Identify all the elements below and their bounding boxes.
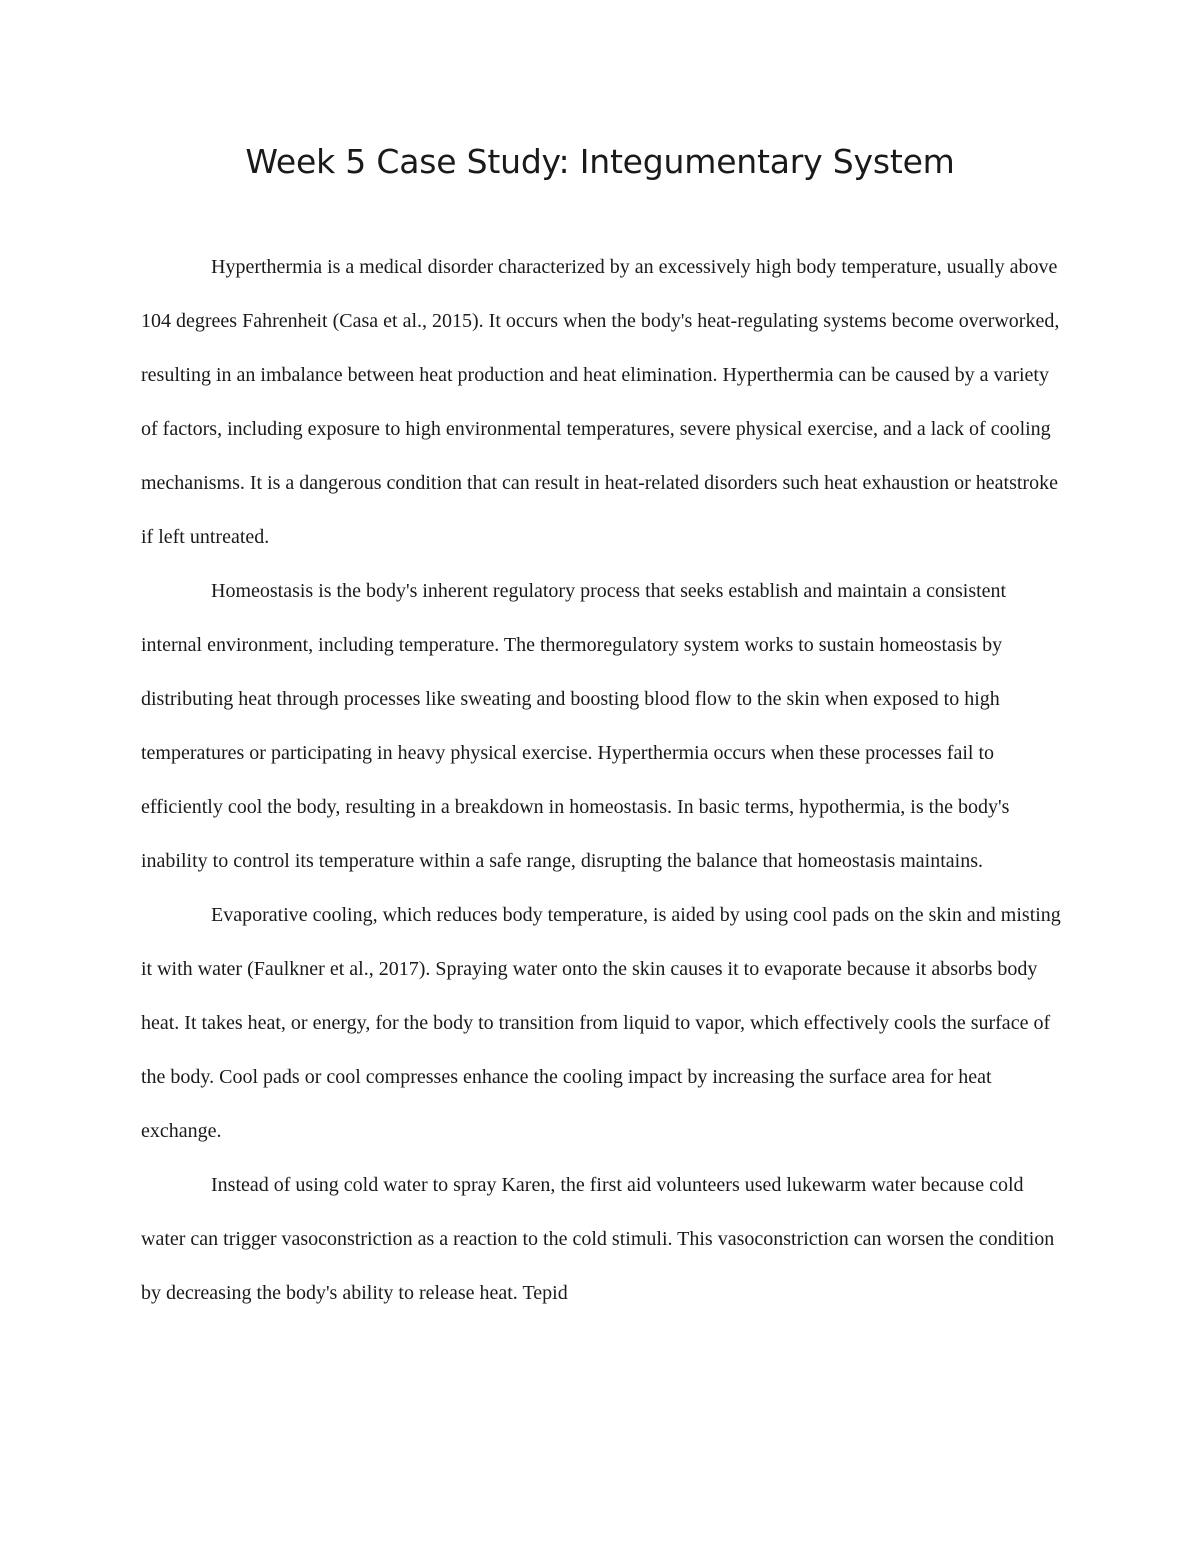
paragraph-hyperthermia-definition: Hyperthermia is a medical disorder characterized by an excessively high body temperature, usually above 104 degrees Fahrenheit (Casa et al., 2015). It occurs when the body's heat-regulating systems become overworked, resulting in an imbalance between heat production and heat elimination. Hyperthermia can be caused by a variety of factors, including exposure to high environmental temperatures, severe physical exercise, and a lack of cooling mechanisms. It is a dangerous condition that can result in heat-related disorders such heat exhaustion or heatstroke if left untreated. — [141, 256, 1060, 548]
paragraph-evaporative-cooling: Evaporative cooling, which reduces body temperature, is aided by using cool pads on the skin and misting it with water (Faulkner et al., 2017). Spraying water onto the skin causes it to evaporate because it absorbs body heat. It takes heat, or energy, for the body to transition from liquid to vapor, which effectively cools the surface of the body. Cool pads or cool compresses enhance the cooling impact by increasing the surface area for heat exchange. — [141, 904, 1061, 1142]
paragraph-lukewarm-water: Instead of using cold water to spray Karen, the first aid volunteers used lukewarm water because cold water can trigger vasoconstriction as a reaction to the cold stimuli. This vasoconstriction can worsen the condition by decreasing the body's ability to release heat. Tepid — [141, 1174, 1055, 1304]
paragraph-homeostasis: Homeostasis is the body's inherent regulatory process that seeks establish and maintain a consistent internal environment, including temperature. The thermoregulatory system works to sustain homeostasis by distributing heat through processes like sweating and boosting blood flow to the skin when exposed to high temperatures or participating in heavy physical exercise. Hyperthermia occurs when these processes fail to efficiently cool the body, resulting in a breakdown in homeostasis. In basic terms, hypothermia, is the body's inability to control its temperature within a safe range, disrupting the balance that homeostasis maintains. — [141, 580, 1010, 872]
document-body — [141, 240, 1061, 1320]
document-title: Week 5 Case Study: Integumentary System — [245, 142, 955, 181]
